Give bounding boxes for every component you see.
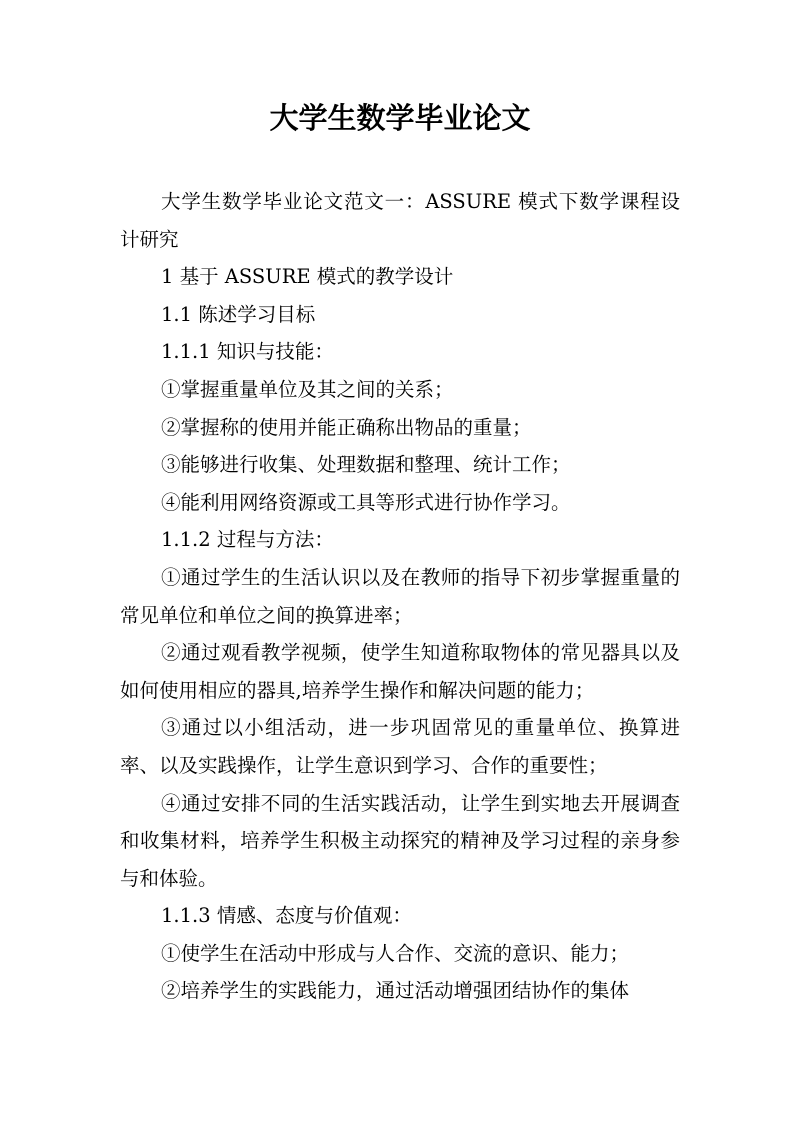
section-heading: 1.1.1 知识与技能： xyxy=(161,340,334,364)
list-item: ④通过安排不同的生活实践活动，让学生到实地去开展调查和收集材料，培养学生积极主动探究的精神及学习过程的亲身参与和体验。 xyxy=(120,791,680,890)
list-item: ②培养学生的实践能力，通过活动增强团结协作的集体 xyxy=(161,979,630,1003)
list-item: ①通过学生的生活认识以及在教师的指导下初步掌握重量的常见单位和单位之间的换算进率； xyxy=(120,565,680,627)
list-item: ②掌握称的使用并能正确称出物品的重量； xyxy=(161,415,532,439)
list-item: ③通过以小组活动，进一步巩固常见的重量单位、换算进率、以及实践操作，让学生意识到学习、合作的重要性； xyxy=(120,716,680,777)
document-title: 大学生数学毕业论文 xyxy=(269,101,531,135)
section-heading: 1.1 陈述学习目标 xyxy=(161,302,316,326)
list-item: ①使学生在活动中形成与人合作、交流的意识、能力； xyxy=(161,941,630,965)
section-heading: 1 基于 ASSURE 模式的教学设计 xyxy=(161,265,454,289)
list-item: ②通过观看教学视频，使学生知道称取物体的常见器具以及如何使用相应的器具,培养学生操作和解决问题的能力； xyxy=(120,641,680,702)
list-item: ①掌握重量单位及其之间的关系； xyxy=(161,377,454,401)
section-heading: 1.1.3 情感、态度与价值观： xyxy=(161,904,412,928)
list-item: ③能够进行收集、处理数据和整理、统计工作； xyxy=(161,453,571,477)
section-heading: 1.1.2 过程与方法： xyxy=(161,528,334,552)
paragraph: 大学生数学毕业论文范文一：ASSURE 模式下数学课程设计研究 xyxy=(120,190,680,251)
list-item: ④能利用网络资源或工具等形式进行协作学习。 xyxy=(161,490,571,514)
document-body xyxy=(120,183,680,1010)
